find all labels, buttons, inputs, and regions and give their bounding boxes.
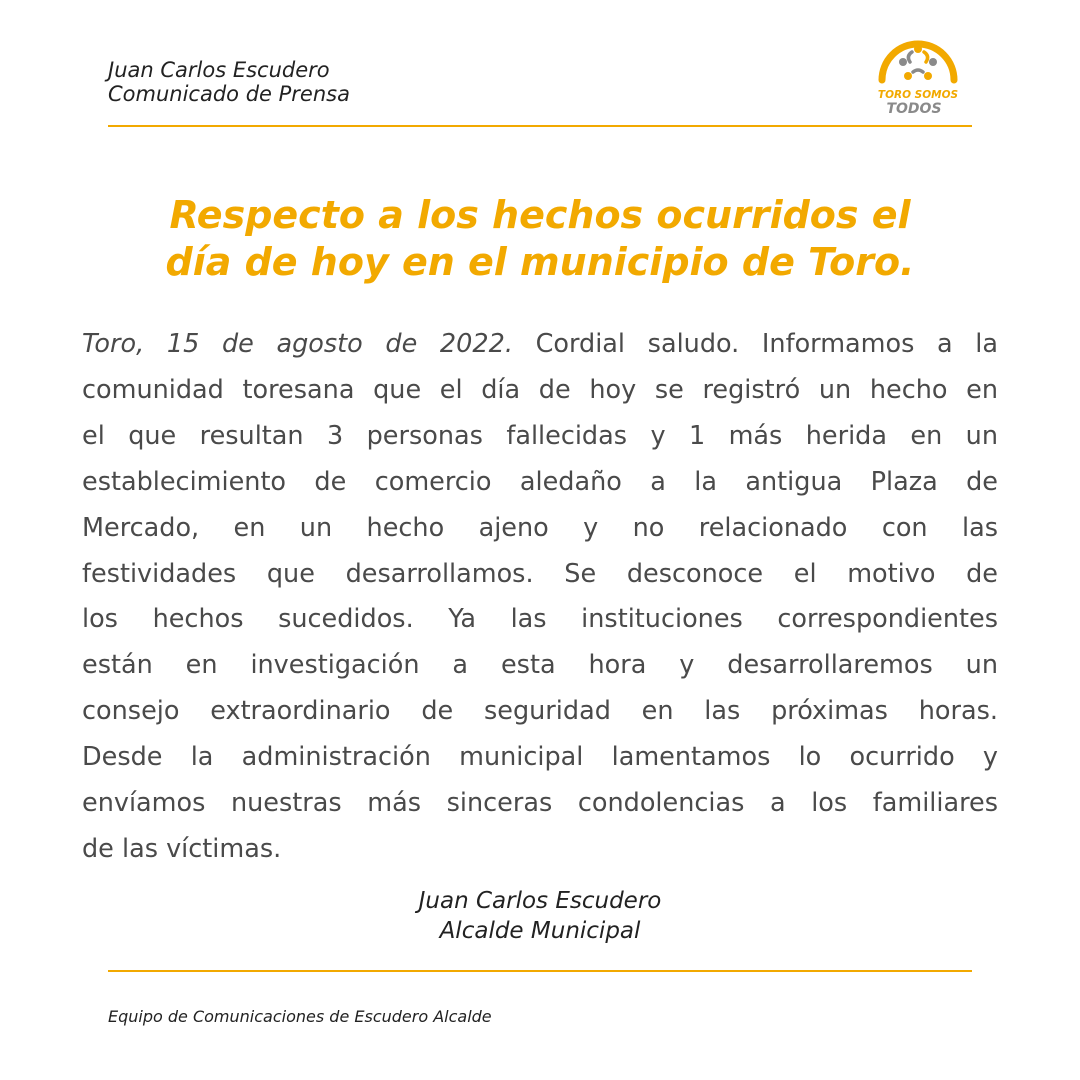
headline (150, 192, 930, 286)
body-line: establecimiento de comercio aledaño a la antigua Plaza de (82, 466, 998, 497)
dateline: Toro, 15 de agosto de 2022. (82, 329, 513, 359)
logo-dot-icon (929, 58, 937, 66)
body-line: Mercado, en un hecho ajeno y no relacionado con las (82, 512, 998, 543)
logo-figure-icon (924, 52, 928, 62)
body-line: envíamos nuestras más sinceras condolencias a los familiares (82, 788, 998, 819)
logo-line1: TORO SOMOS (877, 89, 959, 101)
body-line: consejo extraordinario de seguridad en las próximas horas. (82, 696, 998, 727)
signature-name: Juan Carlos Escudero (418, 888, 662, 914)
footer-credit: Equipo de Comunicaciones de Escudero Alcalde (108, 1007, 492, 1026)
body-line: están en investigación a esta hora y desarrollaremos un (82, 650, 998, 681)
footer-divider (108, 970, 972, 972)
body-line-text: Cordial saludo. Informamos a la (535, 329, 999, 359)
signature-block (340, 886, 740, 946)
body-line: el que resultan 3 personas fallecidas y 1 más herida en un (82, 420, 998, 451)
logo-dot-icon (914, 45, 922, 53)
body-line: los hechos sucedidos. Ya las instituciones correspondientes (82, 604, 998, 635)
document-header (108, 58, 350, 106)
header-subtitle: Comunicado de Prensa (108, 82, 350, 106)
body-line: festividades que desarrollamos. Se desconoce el motivo de (82, 558, 998, 589)
headline-line-2: día de hoy en el municipio de Toro. (165, 240, 915, 284)
headline-line-1: Respecto a los hechos ocurridos el (169, 193, 911, 237)
header-name: Juan Carlos Escudero (108, 58, 330, 82)
header-divider (108, 125, 972, 127)
toro-somos-todos-logo (872, 28, 964, 120)
logo-dot-icon (924, 72, 932, 80)
logo-dot-icon (899, 58, 907, 66)
logo-figure-icon (908, 52, 912, 62)
signature-title: Alcalde Municipal (439, 918, 641, 944)
press-release-body (82, 322, 998, 873)
logo-line2: TODOS (886, 101, 942, 117)
body-line: comunidad toresana que el día de hoy se registró un hecho en (82, 374, 998, 405)
logo-dot-icon (904, 72, 912, 80)
body-line: Desde la administración municipal lamentamos lo ocurrido y (82, 742, 998, 773)
logo-figure-icon (913, 70, 923, 72)
body-line (82, 322, 998, 368)
body-line: de las víctimas. (82, 833, 282, 864)
